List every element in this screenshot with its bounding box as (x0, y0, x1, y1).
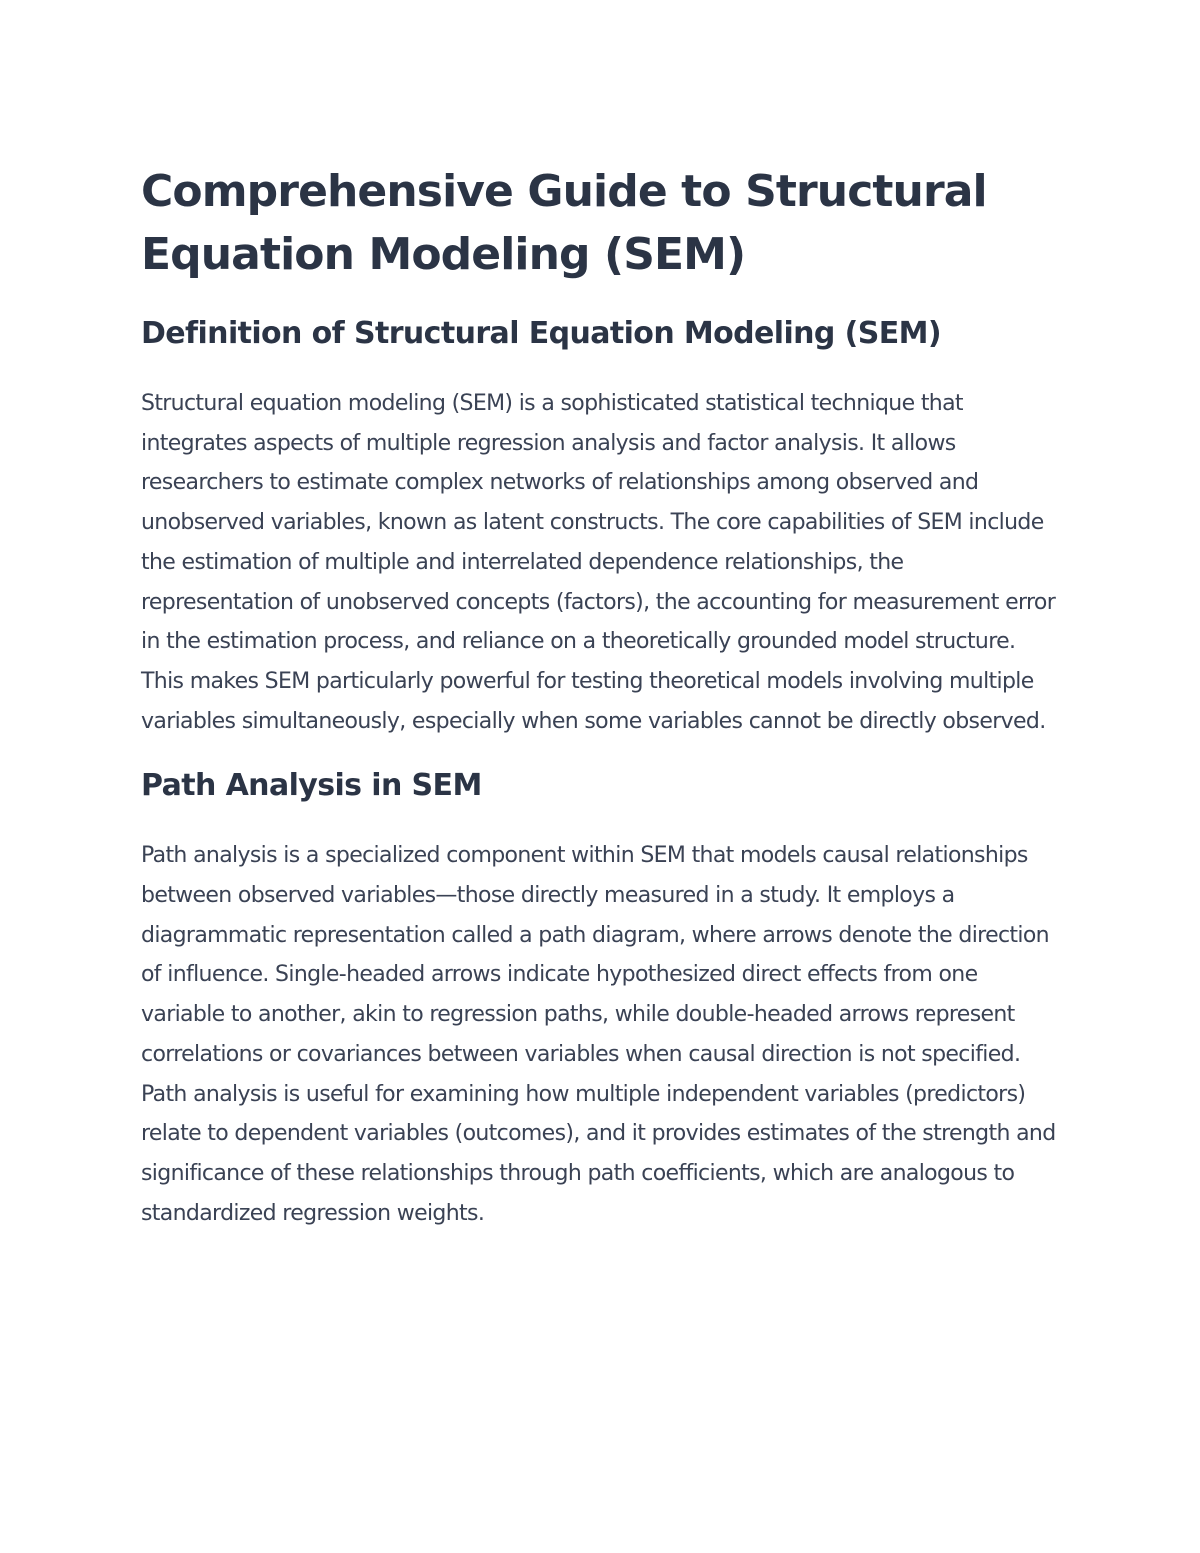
document-page (141, 160, 1061, 1233)
section-heading-path-analysis: Path Analysis in SEM (141, 768, 482, 804)
document-title: Comprehensive Guide to Structural Equation Modeling (SEM) (141, 166, 987, 280)
section-heading-definition: Definition of Structural Equation Modeling (SEM) (141, 316, 942, 351)
section-paragraph-path-analysis: Path analysis is a specialized component within SEM that models causal relationships between observed variables—those directly measured in a study. It employs a diagrammatic representation called a path diagram, where arrows denote the direction of influence. Single-headed arrows indicate hypothesized direct effects from one variable to another, akin to regression paths, while double-headed arrows represent correlations or covariances between variables when causal direction is not specified. Path analysis is useful for examining how multiple independent variables (predictors) relate to dependent variables (outcomes), and it provides estimates of the strength and significance of these relationships through path coefficients, which are analogous to standardized regression weights. (141, 843, 1056, 1226)
section-paragraph-definition: Structural equation modeling (SEM) is a sophisticated statistical technique that integrates aspects of multiple regression analysis and factor analysis. It allows researchers to estimate complex networks of relationships among observed and unobserved variables, known as latent constructs. The core capabilities of SEM include the estimation of multiple and interrelated dependence relationships, the representation of unobserved concepts (factors), the accounting for measurement error in the estimation process, and reliance on a theoretically grounded model structure. This makes SEM particularly powerful for testing theoretical models involving multiple variables simultaneously, especially when some variables cannot be directly observed. (141, 391, 1056, 734)
